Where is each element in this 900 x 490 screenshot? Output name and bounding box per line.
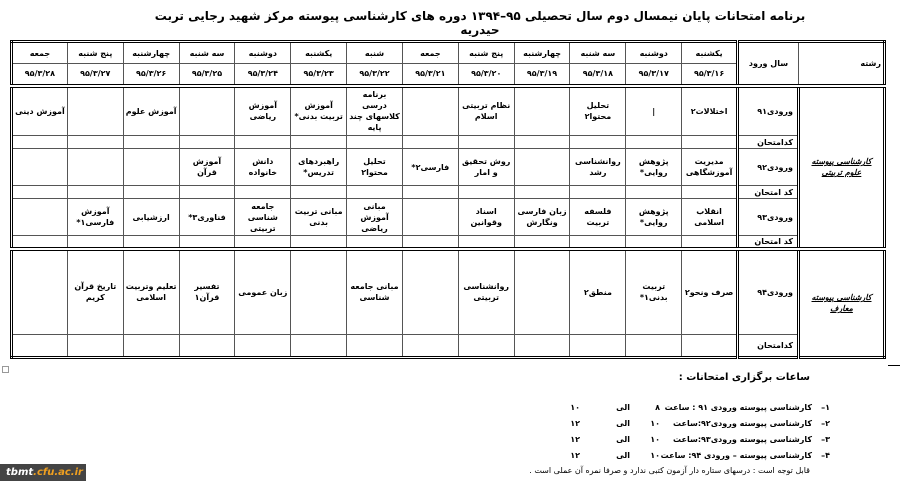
note-text: کارشناسی پیوسته ورودی ۹۱ : ساعت (664, 403, 812, 412)
course-cell (402, 249, 458, 334)
exam-hour-line (550, 435, 830, 447)
notes-heading: ساعات برگزاری امتحانات : (678, 372, 810, 383)
course-cell: منطق۲ (570, 249, 626, 334)
page-title: برنامه امتحانات پایان نیمسال دوم سال تحصیلی ۹۵–۱۳۹۴ دوره های کارشناسی پیوسته مرکز شهید رجایی تربت حیدریه (154, 9, 806, 37)
course-cell (179, 86, 235, 136)
exam-code-cell (514, 136, 570, 149)
course-cell (514, 86, 570, 136)
course-cell: فارسی۲* (402, 149, 458, 186)
exam-code-cell (402, 236, 458, 250)
date-header: ۹۵/۳/۱۶ (682, 64, 738, 86)
course-cell: آموزش دینی (12, 86, 68, 136)
note-text: کارشناسی پیوسته ورودی۹۳:ساعت (673, 435, 812, 444)
exam-code-cell (291, 334, 347, 357)
day-header: دوشنبه (626, 42, 682, 64)
day-header: سه شنبه (179, 42, 235, 64)
exam-code-cell (402, 334, 458, 357)
course-cell: مدیریت آموزشگاهی (682, 149, 738, 186)
note-num: ۲– (821, 419, 830, 428)
course-cell (12, 249, 68, 334)
course-cell (402, 199, 458, 236)
exam-hour-line (550, 419, 830, 431)
exam-code-cell (67, 334, 123, 357)
course-cell (514, 249, 570, 334)
exam-code-cell (291, 236, 347, 250)
exam-code-cell (347, 136, 403, 149)
course-cell: فناوری۳* (179, 199, 235, 236)
note-to-label: الی (616, 435, 630, 444)
day-header: سه شنبه (570, 42, 626, 64)
note-to: ۱۲ (570, 435, 580, 444)
note-to: ۱۲ (570, 419, 580, 428)
date-header: ۹۵/۳/۲۶ (123, 64, 179, 86)
note-to-label: الی (616, 451, 630, 460)
day-header: پنج شنبه (67, 42, 123, 64)
course-cell (67, 149, 123, 186)
course-cell: روانشناسی رشد (570, 149, 626, 186)
exam-code-cell (123, 136, 179, 149)
exam-code-cell (235, 236, 291, 250)
entry-year: ورودی۹۲ (738, 149, 799, 186)
exam-code-row (12, 136, 885, 149)
date-header: ۹۵/۳/۲۲ (347, 64, 403, 86)
note-to: ۱۰ (570, 403, 580, 412)
exam-code-cell (347, 186, 403, 199)
course-cell: پژوهش روایی* (626, 199, 682, 236)
note-to: ۱۲ (570, 451, 580, 460)
course-cell (402, 86, 458, 136)
course-row (12, 86, 885, 136)
entry-year: ورودی۹۱ (738, 86, 799, 136)
day-header: پنج شنبه (458, 42, 514, 64)
exam-code-cell (458, 334, 514, 357)
footnote: قابل توجه است : درسهای ستاره دار آزمون کتبی ندارد و صرفا نمره آن عملی است . (529, 466, 810, 475)
exam-code-cell (402, 186, 458, 199)
exam-code-cell (514, 236, 570, 250)
exam-code-cell (235, 334, 291, 357)
course-cell: زبان فارسی ونگارش (514, 199, 570, 236)
course-cell: روانشناسی تربیتی (458, 249, 514, 334)
note-from: ۱۰ (650, 435, 660, 444)
course-cell: صرف ونحو۲ (682, 249, 738, 334)
exam-code-cell (626, 334, 682, 357)
entry-year: ورودی۹۳ (738, 199, 799, 236)
exam-code-cell (626, 236, 682, 250)
note-num: ۴– (821, 451, 830, 460)
exam-code-row (12, 236, 885, 250)
field-name: کارشناسی پیوسته معارف (799, 249, 885, 357)
exam-code-cell (123, 334, 179, 357)
exam-code-cell (682, 186, 738, 199)
exam-code-cell (235, 136, 291, 149)
course-cell: تفسیر قرآن۱ (179, 249, 235, 334)
course-cell: ارزشیابی (123, 199, 179, 236)
day-header: جمعه (402, 42, 458, 64)
exam-code-cell (347, 334, 403, 357)
course-cell: روش تحقیق و امار (458, 149, 514, 186)
exam-schedule-table (10, 40, 886, 359)
anchor-marker (2, 366, 9, 373)
exam-code-cell (123, 236, 179, 250)
course-cell (12, 199, 68, 236)
entry-year: ورودی۹۴ (738, 249, 799, 334)
exam-code-cell (514, 334, 570, 357)
exam-code-cell (179, 136, 235, 149)
exam-code-cell (12, 334, 68, 357)
exam-code-cell (235, 186, 291, 199)
exam-code-label: کدامتحان (738, 136, 799, 149)
exam-code-row (12, 186, 885, 199)
note-from: ۱۰ (650, 419, 660, 428)
exam-code-cell (682, 334, 738, 357)
course-cell: آموزش ریاضی (235, 86, 291, 136)
date-header: ۹۵/۳/۲۴ (235, 64, 291, 86)
exam-code-cell (179, 186, 235, 199)
course-cell: مبانی آموزش ریاضی (347, 199, 403, 236)
course-row (12, 149, 885, 186)
course-cell (12, 149, 68, 186)
course-cell (67, 86, 123, 136)
day-header: شنبه (347, 42, 403, 64)
course-cell: جامعه شناسی تربیتی (235, 199, 291, 236)
exam-hour-line (550, 403, 830, 415)
course-cell: | (626, 86, 682, 136)
exam-code-cell (67, 236, 123, 250)
course-row (12, 249, 885, 334)
course-cell: تعلیم وتربیت اسلامی (123, 249, 179, 334)
exam-code-cell (402, 136, 458, 149)
course-cell: تربیت بدنی۱* (626, 249, 682, 334)
exam-code-cell (291, 186, 347, 199)
note-text: کارشناسی پیوسته ورودی۹۲:ساعت (673, 419, 812, 428)
note-num: ۳– (821, 435, 830, 444)
note-from: ۱۰ (650, 451, 660, 460)
course-cell: دانش خانواده (235, 149, 291, 186)
note-text: کارشناسی پیوسته – ورودی ۹۴: ساعت (660, 451, 812, 460)
field-name: کارشناسی پیوسته علوم تربیتی (799, 86, 885, 250)
day-header: چهارشنبه (514, 42, 570, 64)
course-cell: آموزش فارسی۱* (67, 199, 123, 236)
date-header: ۹۵/۳/۱۸ (570, 64, 626, 86)
exam-code-label: کد امتحان (738, 186, 799, 199)
course-cell: فلسفه تربیت (570, 199, 626, 236)
course-cell: پژوهش روایی* (626, 149, 682, 186)
date-header: ۹۵/۳/۲۳ (291, 64, 347, 86)
date-header: ۹۵/۳/۲۱ (402, 64, 458, 86)
exam-code-cell (570, 334, 626, 357)
day-header: یکشنبه (682, 42, 738, 64)
exam-code-cell (67, 186, 123, 199)
exam-code-cell (458, 136, 514, 149)
date-header: ۹۵/۳/۲۵ (179, 64, 235, 86)
course-row (12, 199, 885, 236)
exam-code-cell (626, 186, 682, 199)
course-cell: تحلیل محتوا۲ (570, 86, 626, 136)
note-from: ۸ (655, 403, 660, 412)
course-cell: زبان عمومی (235, 249, 291, 334)
course-cell (291, 249, 347, 334)
header-day-row (12, 42, 885, 64)
course-cell: مبانی تربیت بدنی (291, 199, 347, 236)
exam-code-cell (458, 186, 514, 199)
exam-code-cell (347, 236, 403, 250)
day-header: چهارشنبه (123, 42, 179, 64)
note-to-label: الی (616, 403, 630, 412)
exam-code-cell (682, 236, 738, 250)
date-header: ۹۵/۳/۱۷ (626, 64, 682, 86)
day-header: جمعه (12, 42, 68, 64)
entry-year-header: سال ورود (738, 42, 799, 86)
note-num: ۱– (821, 403, 830, 412)
course-cell: اسناد وقوانین (458, 199, 514, 236)
exam-code-cell (123, 186, 179, 199)
exam-hour-line (550, 451, 830, 463)
exam-code-cell (12, 186, 68, 199)
course-cell: آموزش علوم (123, 86, 179, 136)
exam-code-label: کد امتحان (738, 236, 799, 250)
exam-code-cell (291, 136, 347, 149)
exam-code-cell (626, 136, 682, 149)
exam-code-cell (570, 136, 626, 149)
date-header: ۹۵/۳/۲۷ (67, 64, 123, 86)
exam-code-cell (570, 186, 626, 199)
note-to-label: الی (616, 419, 630, 428)
exam-code-cell (67, 136, 123, 149)
course-cell: مبانی جامعه شناسی (347, 249, 403, 334)
field-header: رشته (799, 42, 885, 86)
course-cell: آموزش قرآن (179, 149, 235, 186)
divider (888, 365, 900, 366)
course-cell: اختلالات۲ (682, 86, 738, 136)
course-cell: راهبردهای تدریس* (291, 149, 347, 186)
course-cell: نظام تربیتی اسلام (458, 86, 514, 136)
course-cell: تحلیل محتوا۲ (347, 149, 403, 186)
exam-code-cell (12, 236, 68, 250)
date-header: ۹۵/۳/۲۰ (458, 64, 514, 86)
exam-code-label: کدامتحان (738, 334, 799, 357)
exam-code-row (12, 334, 885, 357)
exam-code-cell (179, 334, 235, 357)
date-header: ۹۵/۳/۱۹ (514, 64, 570, 86)
day-header: دوشنبه (235, 42, 291, 64)
course-cell: تاریخ قرآن کریم (67, 249, 123, 334)
course-cell (123, 149, 179, 186)
course-cell: آموزش تربیت بدنی* (291, 86, 347, 136)
exam-code-cell (682, 136, 738, 149)
exam-code-cell (12, 136, 68, 149)
exam-code-cell (514, 186, 570, 199)
course-cell: انقلاب اسلامی (682, 199, 738, 236)
day-header: یکشنبه (291, 42, 347, 64)
exam-code-cell (570, 236, 626, 250)
watermark-logo: tbmt.cfu.ac.ir (0, 464, 86, 481)
course-cell (514, 149, 570, 186)
date-header: ۹۵/۳/۲۸ (12, 64, 68, 86)
exam-code-cell (458, 236, 514, 250)
course-cell: برنامه درسی کلاسهای چند پایه (347, 86, 403, 136)
exam-code-cell (179, 236, 235, 250)
